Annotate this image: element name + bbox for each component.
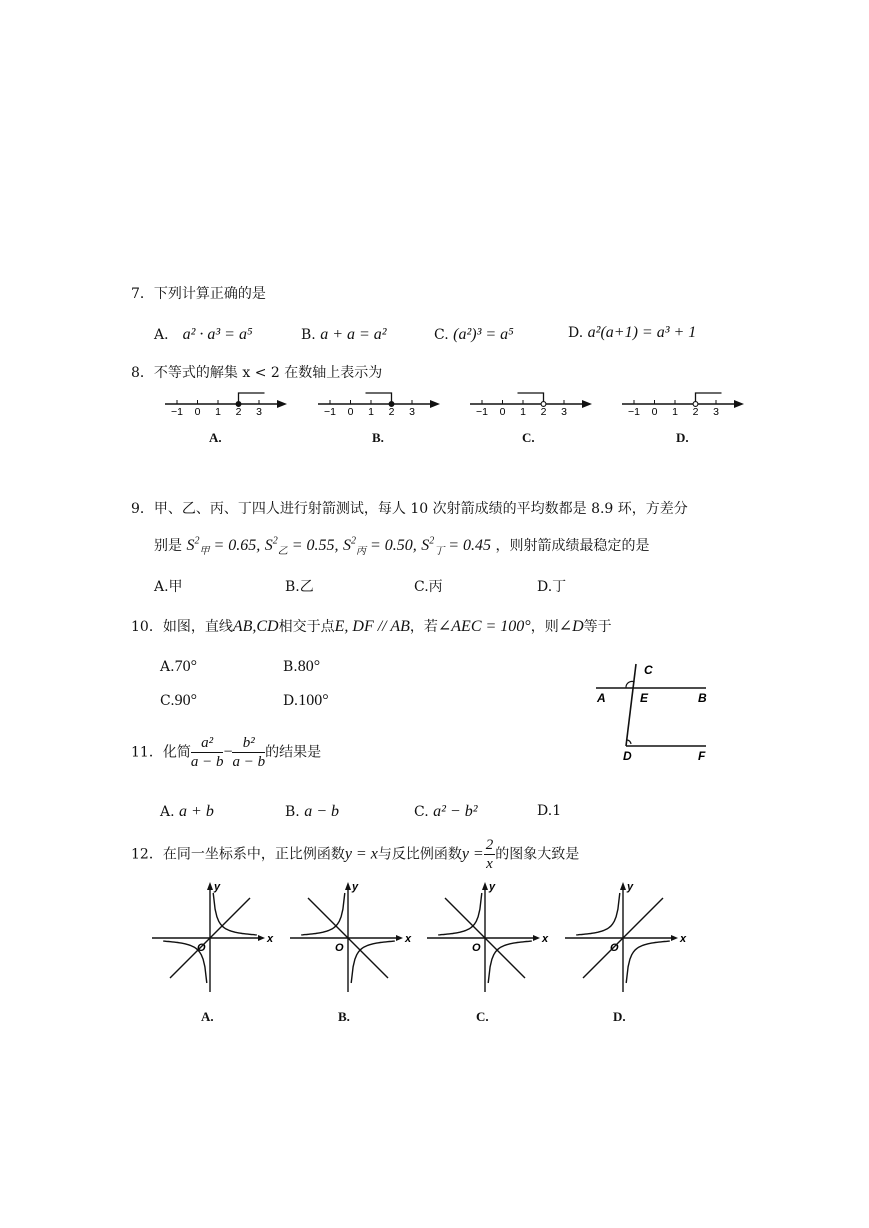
q11-option-a: A. a + b xyxy=(160,803,214,820)
q9-option-d: D.丁 xyxy=(537,579,567,595)
number-line-c xyxy=(470,387,600,423)
label-f: F xyxy=(698,749,706,763)
q12-label-d: D. xyxy=(613,1009,626,1024)
y-axis-label: y xyxy=(214,881,221,893)
x-axis-label: x xyxy=(267,933,274,945)
hyperbola-branch xyxy=(626,941,670,983)
q10-geometry-figure xyxy=(590,660,720,766)
q10-option-a: A.70° xyxy=(160,658,197,675)
graph-b xyxy=(288,880,414,996)
x-axis-label: x xyxy=(542,933,549,945)
x-axis-label: x xyxy=(680,933,687,945)
hyperbola-branch xyxy=(576,893,620,935)
axis-arrow xyxy=(734,400,744,408)
y-axis-label: y xyxy=(627,881,634,893)
tick-label: 2 xyxy=(388,406,395,418)
origin-label: O xyxy=(335,942,344,954)
q12-stem: 12．在同一坐标系中，正比例函数y = x与反比例函数y = $\frac{2}{x}$ 的图象大致是 xyxy=(131,837,580,872)
label-a: A xyxy=(597,691,606,705)
q9-option-a: A.甲 xyxy=(154,579,183,595)
solution-bracket xyxy=(518,393,544,404)
x-axis-arrow xyxy=(533,935,540,941)
q8-label-a: A. xyxy=(209,430,222,445)
q8-label-d: D. xyxy=(676,430,689,445)
solution-bracket xyxy=(366,393,392,404)
x-axis-arrow xyxy=(396,935,403,941)
y-axis-label: y xyxy=(352,881,359,893)
tick-label: −1 xyxy=(324,406,336,418)
solution-bracket xyxy=(239,393,265,404)
y-axis-arrow xyxy=(482,882,488,890)
tick-label: 3 xyxy=(713,406,719,418)
graph-d xyxy=(563,880,689,996)
q7-stem: 7．下列计算正确的是 xyxy=(131,286,266,302)
tick-label: 3 xyxy=(561,406,567,418)
angle-d-arc xyxy=(628,740,632,744)
tick-label: 1 xyxy=(368,406,374,418)
endpoint-dot xyxy=(236,402,241,407)
y-axis-arrow xyxy=(620,882,626,890)
label-c: C xyxy=(644,663,653,677)
q10-option-d: D.100° xyxy=(283,692,329,709)
number-line-a xyxy=(165,387,295,423)
q12-label-a: A. xyxy=(201,1009,214,1024)
tick-label: −1 xyxy=(628,406,640,418)
origin-label: O xyxy=(197,942,206,954)
line-cd xyxy=(626,664,636,746)
y-axis-arrow xyxy=(345,882,351,890)
q10-option-b: B.80° xyxy=(283,658,321,675)
q8-label-b: B. xyxy=(372,430,384,445)
label-e: E xyxy=(640,691,649,705)
q10-stem: 10．如图，直线AB,CD相交于点E, DF // AB，若∠AEC = 100°，则∠D等于 xyxy=(131,618,612,635)
tick-label: 0 xyxy=(499,406,506,418)
tick-label: 3 xyxy=(409,406,415,418)
y-axis-arrow xyxy=(207,882,213,890)
tick-label: 0 xyxy=(651,406,658,418)
tick-label: 1 xyxy=(215,406,221,418)
x-axis-label: x xyxy=(405,933,412,945)
number-line-b xyxy=(318,387,448,423)
tick-label: 2 xyxy=(692,406,699,418)
q11-stem: 11．化简 $\frac{\text{a²}}{a - b}$ − $\frac{\text{b²}}{a - b}$ 的结果是 xyxy=(131,735,322,770)
q11-option-d: D.1 xyxy=(537,803,562,819)
tick-label: 0 xyxy=(347,406,354,418)
tick-label: −1 xyxy=(476,406,488,418)
tick-label: 1 xyxy=(520,406,526,418)
endpoint-dot xyxy=(389,402,394,407)
tick-label: 0 xyxy=(194,406,201,418)
q9-option-c: C.丙 xyxy=(414,579,443,595)
number-line-d xyxy=(622,387,752,423)
solution-bracket xyxy=(696,393,722,404)
x-axis-arrow xyxy=(671,935,678,941)
axis-arrow xyxy=(582,400,592,408)
q9-line1: 9．甲、乙、丙、丁四人进行射箭测试，每人 10 次射箭成绩的平均数都是 8.9 环，方差分 xyxy=(131,501,688,517)
q12-label-b: B. xyxy=(338,1009,350,1024)
axis-arrow xyxy=(430,400,440,408)
q9-option-b: B.乙 xyxy=(285,579,314,595)
q11-option-b: B. a − b xyxy=(285,803,339,820)
q7-option-a: A． a² · a³ = a⁵ xyxy=(154,326,253,343)
q12-label-c: C. xyxy=(476,1009,489,1024)
tick-label: 2 xyxy=(235,406,242,418)
axis-arrow xyxy=(277,400,287,408)
q10-option-c: C.90° xyxy=(160,692,198,709)
endpoint-dot xyxy=(693,402,698,407)
label-d: D xyxy=(623,749,632,763)
q7-option-b: B. a + a = a² xyxy=(301,326,387,343)
q8-stem: 8．不等式的解集 x < 2 在数轴上表示为 xyxy=(131,365,383,381)
endpoint-dot xyxy=(541,402,546,407)
tick-label: 2 xyxy=(540,406,547,418)
tick-label: 1 xyxy=(672,406,678,418)
label-b: B xyxy=(698,691,707,705)
graph-c xyxy=(425,880,551,996)
tick-label: −1 xyxy=(171,406,183,418)
q9-line2: 别是 $S^2_甲 = 0.65$, $S^2_乙 = 0.55$, $S^2_丙 = 0.50$, $S^2_丁 = 0.45$ ，则射箭成绩最稳定的是 xyxy=(154,535,650,558)
q11-option-c: C. a² − b² xyxy=(414,803,478,820)
tick-label: 3 xyxy=(256,406,262,418)
q7-option-d: D. a²(a+1) = a³ + 1 xyxy=(568,324,697,341)
q7-option-c: C. (a²)³ = a⁵ xyxy=(434,326,514,343)
origin-label: O xyxy=(472,942,481,954)
x-axis-arrow xyxy=(258,935,265,941)
y-axis-label: y xyxy=(489,881,496,893)
q8-label-c: C. xyxy=(522,430,535,445)
origin-label: O xyxy=(610,942,619,954)
graph-a xyxy=(150,880,276,996)
